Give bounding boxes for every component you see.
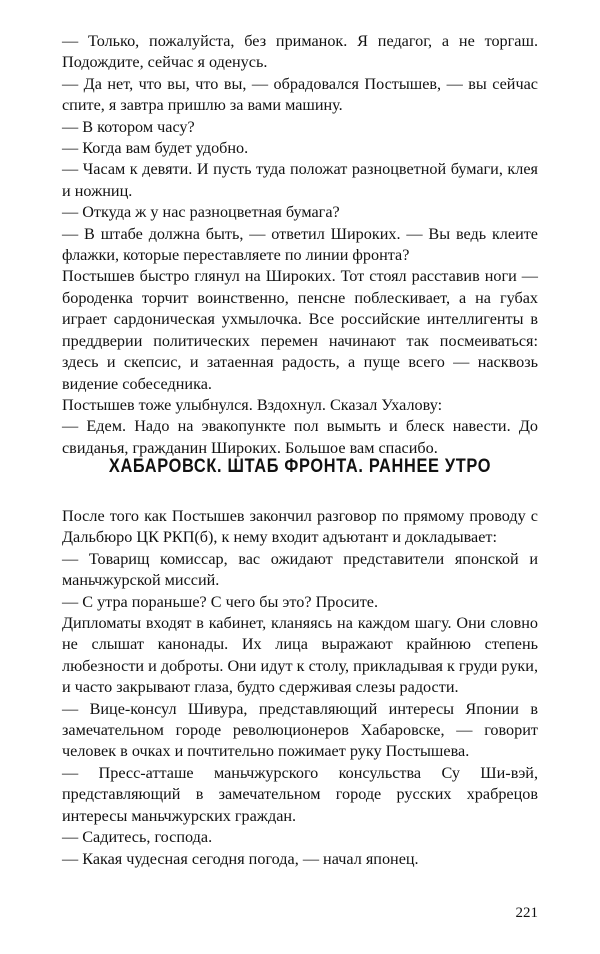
dialogue-section-bottom [62, 506, 538, 870]
paragraph: — Да нет, что вы, что вы, — обрадовался Постышев, — вы сейчас спите, я завтра пришлю за вами машину. [62, 74, 538, 115]
paragraph: После того как Постышев закончил разговор по прямому проводу с Дальбюро ЦК РКП(б), к нему входит адъютант и докладывает: [62, 507, 538, 547]
paragraph: — Едем. Надо на эвакопункте пол вымыть и блеск навести. До свиданья, гражданин Широких. Большое вам спасибо. [62, 417, 538, 457]
paragraph: Дипломаты входят в кабинет, кланяясь на каждом шагу. Они словно не слышат канонады. Их лица выражают крайнюю степень любезности и доброты. Они идут к столу, прикладывая к груди руки, и часто закрывают глаза, будто сдерживая слезы радости. [62, 614, 538, 697]
paragraph: — В котором часу? [62, 117, 195, 136]
dialogue-section-top [62, 31, 538, 459]
paragraph: — Откуда ж у нас разноцветная бумага? [62, 203, 340, 222]
paragraph: — С утра пораньше? С чего бы это? Просите. [62, 592, 379, 611]
paragraph: — Какая чудесная сегодня погода, — начал японец. [62, 849, 419, 868]
paragraph: — Часам к девяти. И пусть туда положат разноцветной бумаги, клея и ножниц. [62, 160, 538, 200]
paragraph: — Вице-консул Шивура, представляющий интересы Японии в замечательном городе революционеров Хабаровске, — говорит человек в очках и почтительно пожимает руку Постышева. [62, 699, 538, 761]
page-number: 221 [515, 905, 538, 921]
paragraph: — Товарищ комиссар, вас ожидают представители японской и маньчжурской миссий. [62, 549, 538, 590]
paragraph: Постышев быстро глянул на Широких. Тот стоял расставив ноги — бороденка торчит воинственно, пенсне поблескивает, а на губах играет сардоническая ухмылочка. Все российские интеллигенты в преддверии политических перемен начинают так посмеиваться: здесь и скепсис, и затаенная радость, а пуще всего — насквозь видение собеседника. [62, 267, 538, 393]
paragraph: — Садитесь, господа. [62, 828, 213, 847]
paragraph: — Только, пожалуйста, без приманок. Я педагог, а не торгаш. Подождите, сейчас я оденусь. [62, 32, 538, 72]
paragraph: — Когда вам будет удобно. [62, 139, 249, 158]
section-heading: ХАБАРОВСК. ШТАБ ФРОНТА. РАННЕЕ УТРО [108, 456, 492, 477]
paragraph: — Пресс-атташе маньчжурского консульства Су Ши-вэй, представляющий в замечательном городе русских храбрецов интересы маньчжурских граждан. [62, 763, 538, 825]
paragraph: — В штабе должна быть, — ответил Широких. — Вы ведь клеите флажки, которые переставляете по линии фронта? [62, 224, 538, 265]
paragraph: Постышев тоже улыбнулся. Вздохнул. Сказал Ухалову: [62, 395, 443, 414]
